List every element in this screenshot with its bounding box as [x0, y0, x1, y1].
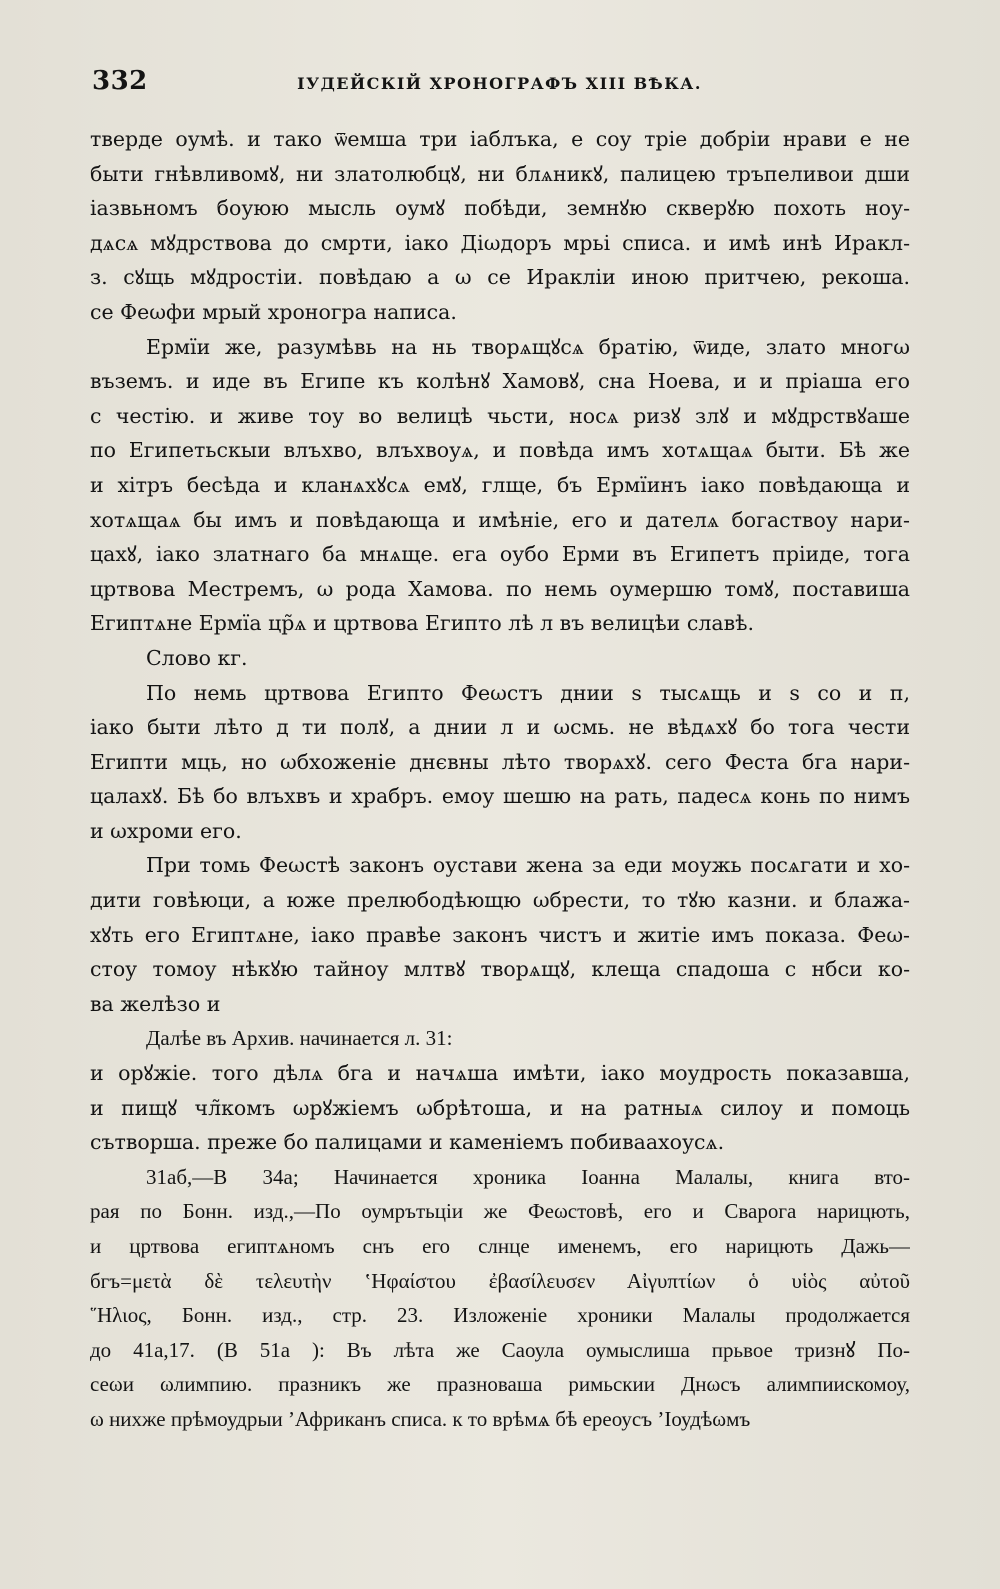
text-line: ω нихже прѣмоудрыи ʼАфриканъ списа. к то врѣмѧ бѣ ереоусъ ʼІоудѣωмъ — [90, 1406, 751, 1431]
text-line: Египтѧне Ермїа цр̃ѧ и цртвова Египто лѣ л въ велицѣи славѣ. — [90, 611, 755, 636]
page-number: 332 — [92, 66, 148, 96]
text-line: Далѣе въ Архив. начинается л. 31: — [146, 1026, 453, 1051]
text-line: 31аб,—В 34а; Начинается хроника Іоанна Малалы, книга вто- — [146, 1164, 910, 1189]
paragraph — [90, 676, 910, 849]
text-line: хꙋть его Египтѧне, іако правѣе законъ чистъ и житіе имъ показа. Феω- — [90, 922, 910, 947]
text-line: быти гнѣвливомꙋ, ни златолюбцꙋ, ни блѧникꙋ, палицею тръпеливои дши — [90, 161, 910, 186]
text-line: дѧсѧ мꙋдрствова до смрти, іако Діωдоръ мрьі списа. и имѣ инѣ Иракл- — [90, 230, 910, 255]
text-line: въземъ. и иде въ Египе къ колѣнꙋ Хамовꙋ, сна Ноева, и и пріаша его — [90, 369, 910, 394]
text-line: сеωи ωлимпию. празникъ же празноваша римьскии Днωсъ алимпиискомоу, — [90, 1372, 910, 1397]
text-line: хотѧщаѧ бы имъ и повѣдающа и имѣніе, его и дателѧ богаствоу нари- — [90, 507, 910, 532]
running-title: ІУДЕЙСКІЙ ХРОНОГРАФЪ XIII ВѢКА. — [297, 74, 702, 93]
body-text — [90, 122, 910, 1437]
paragraph — [90, 1021, 910, 1056]
text-line: Египти мць, но ωбхоженіе днєвны лѣто творѧхꙋ. сего Феста бга нари- — [90, 749, 910, 774]
paragraph — [90, 848, 910, 1021]
text-line: При томь Феωстѣ законъ оустави жена за еди моужь посѧгати и хо- — [146, 853, 910, 878]
section-heading — [90, 641, 910, 676]
text-line: дити говѣюци, а юже прелюбодѣющю ωбрести, то тꙋю казни. и блажа- — [90, 888, 910, 913]
text-line: и орꙋжіе. того дѣлѧ бга и начѧша имѣти, іако моудрость показавша, — [90, 1061, 910, 1086]
text-line: бгъ=μετὰ δὲ τελευτὴν ʽΗφαίστου ἐβασίλευσεν Αἰγυπτίων ὁ υἱὸς αὐτοῦ — [90, 1268, 910, 1293]
text-line: Слово кг. — [146, 645, 248, 670]
paragraph — [90, 1056, 910, 1160]
text-line: Ермїи же, разумѣвь на нь творѧщꙋсѧ братію, ѿиде, злато многω — [146, 334, 910, 359]
text-line: до 41а,17. (В 51а ): Въ лѣта же Саоула оумыслиша прьвое тризнꙋ По- — [90, 1337, 910, 1362]
text-line: тверде оумѣ. и тако ѿемша три іаблъка, е соу тріе добріи нрави е не — [90, 127, 910, 151]
text-line: з. сꙋщь мꙋдростіи. повѣдаю а ω се Иракліи иною притчею, рекоша. — [90, 265, 910, 290]
text-line: цахꙋ, іако златнаго ба мнѧще. ега оубо Ерми въ Египетъ пріиде, тога — [90, 542, 910, 567]
text-line: цртвова Местремъ, ω рода Хамова. по немь оумершю томꙋ, поставиша — [90, 576, 910, 601]
text-line: іазвьномъ боуюю мысль оумꙋ побѣди, земнꙋю скверꙋю похоть ноу- — [90, 196, 910, 221]
text-line: ва желѣзо и — [90, 991, 221, 1016]
text-line: с честію. и живе тоу во велицѣ чьсти, носѧ ризꙋ злꙋ и мꙋдрствꙋаше — [90, 403, 910, 428]
text-line: и хітръ бесѣда и кланѧхꙋсѧ емꙋ, глще, бъ Ермїинъ іако повѣдающа и — [90, 472, 910, 497]
text-line: и ωхроми его. — [90, 818, 242, 843]
text-line: рая по Бонн. изд.,—По оумрътьціи же Феωстовѣ, его и Сварога нарицють, — [90, 1199, 910, 1224]
text-line: іако быти лѣто д ти полꙋ, а днии л и ωсмь. не вѣдѧхꙋ бо тога чести — [90, 715, 910, 740]
page-header — [92, 66, 907, 100]
text-line: и пищꙋ чл̃комъ ωрꙋжіемъ ωбрѣтоша, и на ратныѧ силоу и помоць — [90, 1095, 910, 1120]
text-line: По немь цртвова Египто Феωстъ днии ѕ тысѧщь и ѕ со и п, — [146, 680, 910, 705]
text-line: стоу томоу нѣкꙋю тайноу млтвꙋ творѧщꙋ, клеща спадоша с нбси ко- — [90, 957, 910, 982]
paragraph — [90, 330, 910, 641]
paragraph — [90, 1160, 910, 1437]
text-line: ῞Ηλιος, Бонн. изд., стр. 23. Изложеніе хроники Малалы продолжается — [90, 1303, 910, 1328]
text-line: и цртвова египтѧномъ снъ его слнце именемъ, его нарицють Дажь— — [90, 1234, 910, 1258]
text-line: се Феωфи мрый хроногра написа. — [90, 299, 457, 324]
text-line: цалахꙋ. Бѣ бо влъхвъ и храбръ. емоу шешю на рать, падесѧ конь по нимъ — [90, 784, 910, 809]
text-line: сътворша. преже бо палицами и каменіемъ побиваахоусѧ. — [90, 1130, 725, 1155]
text-line: по Египетьскыи влъхво, влъхвоуѧ, и повѣда имъ хотѧщаѧ быти. Бѣ же — [90, 438, 910, 463]
paragraph — [90, 122, 910, 330]
